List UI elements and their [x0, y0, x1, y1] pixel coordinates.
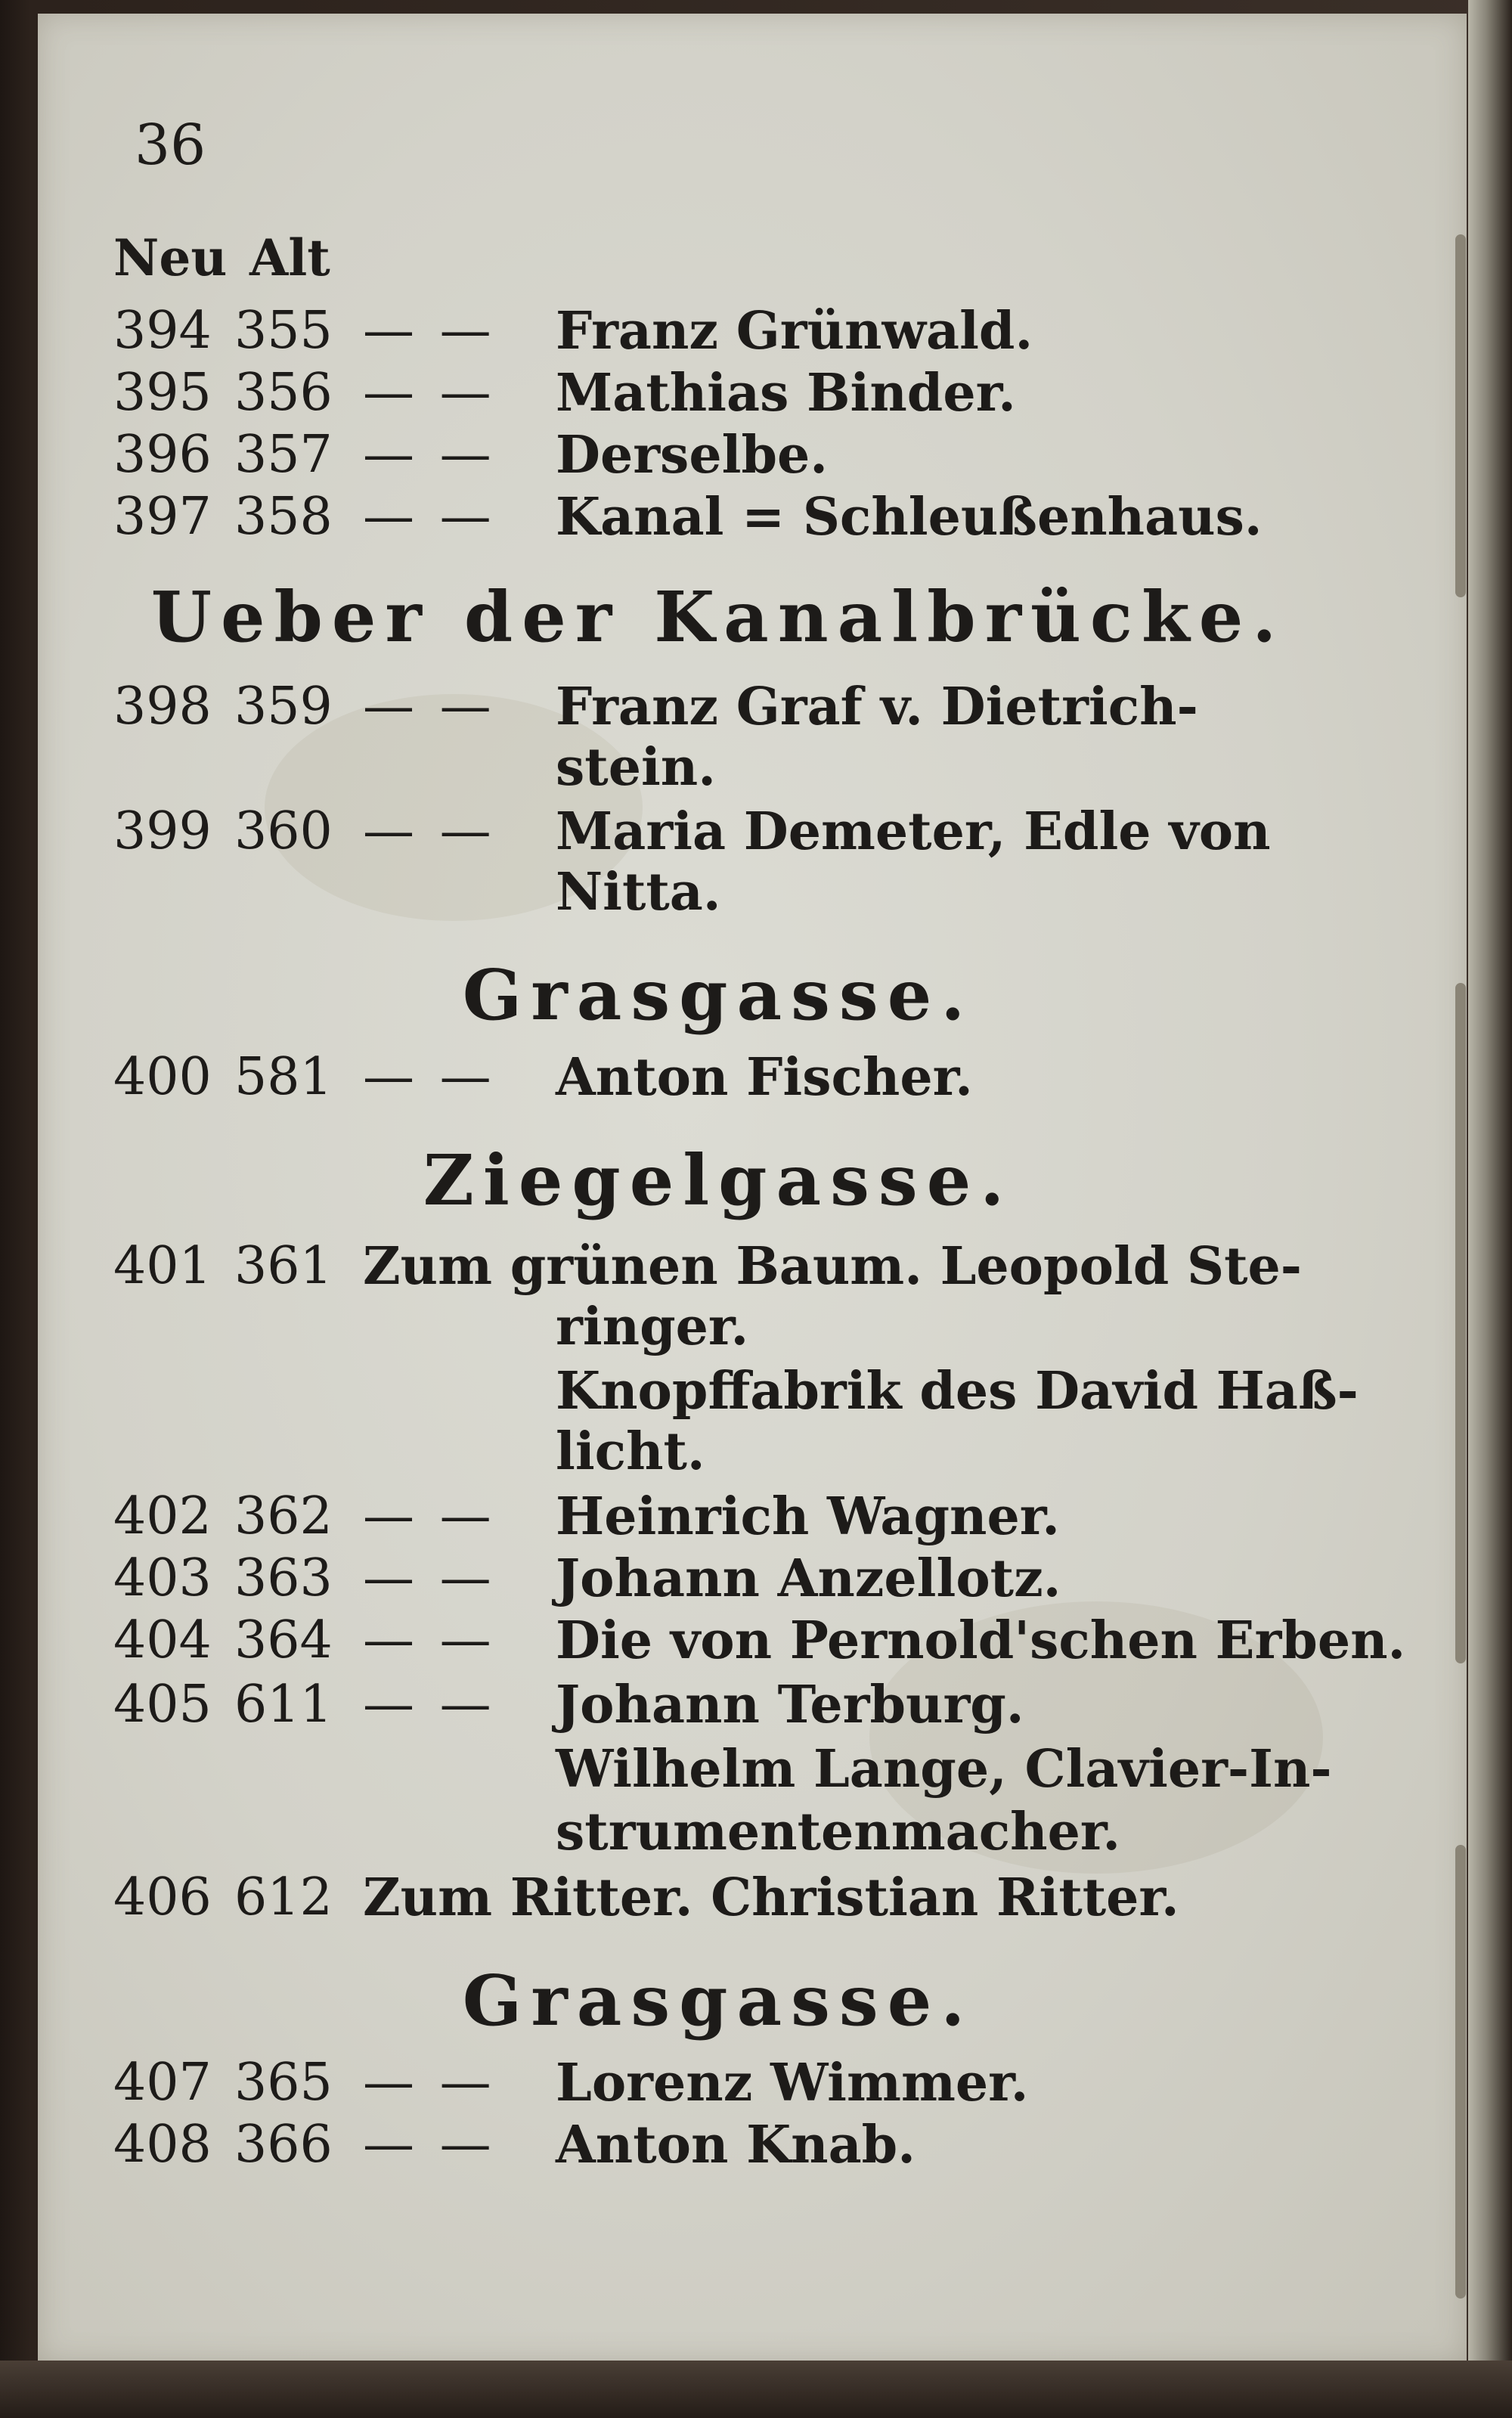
new-number: 406	[113, 1868, 212, 1927]
ditto-dash: — —	[363, 2115, 496, 2175]
new-number: 402	[113, 1486, 212, 1546]
column-header-new: Neu	[113, 228, 228, 287]
house-entry-continuation	[113, 1739, 1353, 1800]
old-number: 362	[234, 1486, 333, 1546]
ditto-dash: — —	[363, 301, 496, 361]
house-entry	[113, 1868, 1353, 1928]
old-number: 612	[234, 1868, 333, 1927]
new-number: 396	[113, 425, 212, 485]
ditto-dash: — —	[363, 1675, 496, 1734]
old-number: 360	[234, 801, 333, 861]
old-number: 611	[234, 1675, 333, 1734]
new-number: 404	[113, 1610, 212, 1670]
house-entry-continuation	[113, 737, 1353, 798]
new-number: 408	[113, 2115, 212, 2175]
additional-occupant: Knopffabrik des David Haß-	[556, 1361, 1359, 1421]
new-number: 401	[113, 1236, 212, 1296]
house-entry	[113, 363, 1353, 423]
house-entry	[113, 1675, 1353, 1735]
owner-name: Anton Knab.	[556, 2115, 916, 2175]
new-number: 400	[113, 1047, 212, 1107]
new-number: 394	[113, 301, 212, 361]
house-entry-continuation	[113, 1361, 1359, 1421]
owner-name: Heinrich Wagner.	[556, 1486, 1060, 1547]
ditto-dash: — —	[363, 1548, 496, 1608]
old-number: 359	[234, 677, 333, 736]
new-number: 398	[113, 677, 212, 736]
old-number: 361	[234, 1236, 333, 1296]
ditto-dash: — —	[363, 801, 496, 861]
old-number: 357	[234, 425, 333, 485]
house-entry-continuation	[113, 1297, 1353, 1357]
house-entry	[113, 1047, 1353, 1108]
owner-name: Mathias Binder.	[556, 363, 1016, 423]
owner-name: Franz Graf v. Dietrich-	[556, 677, 1198, 737]
house-entry	[113, 1236, 1353, 1297]
old-number: 358	[234, 487, 333, 547]
owner-name-continuation: ringer.	[556, 1297, 749, 1357]
additional-occupant: Wilhelm Lange, Clavier-In-	[556, 1739, 1332, 1800]
owner-name-continuation: Nitta.	[556, 862, 721, 922]
house-entry	[113, 801, 1353, 862]
owner-name: Derselbe.	[556, 425, 828, 485]
additional-occupant-continuation: strumentenmacher.	[556, 1802, 1121, 1862]
ditto-dash: — —	[363, 363, 496, 423]
ditto-dash: — —	[363, 425, 496, 485]
owner-name: Lorenz Wimmer.	[556, 2053, 1029, 2113]
house-entry-continuation	[113, 862, 1353, 922]
house-entry	[113, 2053, 1353, 2113]
owner-name: Die von Pernold'schen Erben.	[556, 1610, 1406, 1671]
old-number: 366	[234, 2115, 333, 2175]
section-heading: Grasgasse.	[462, 1960, 974, 2041]
house-entry	[113, 677, 1353, 737]
house-entry	[113, 425, 1353, 485]
house-sign-and-owner: Zum grünen Baum. Leopold Ste-	[363, 1236, 1302, 1297]
old-number: 581	[234, 1047, 333, 1107]
old-number: 364	[234, 1610, 333, 1670]
ditto-dash: — —	[363, 677, 496, 736]
owner-name: Kanal = Schleußenhaus.	[556, 487, 1263, 547]
owner-name: Johann Anzellotz.	[556, 1548, 1061, 1609]
house-entry	[113, 1610, 1406, 1671]
house-entry	[113, 487, 1353, 547]
new-number: 405	[113, 1675, 212, 1734]
new-number: 403	[113, 1548, 212, 1608]
house-entry	[113, 301, 1353, 361]
old-number: 363	[234, 1548, 333, 1608]
owner-name: Johann Terburg.	[556, 1675, 1024, 1735]
new-number: 407	[113, 2053, 212, 2113]
old-number: 355	[234, 301, 333, 361]
owner-name: Anton Fischer.	[556, 1047, 973, 1108]
new-number: 397	[113, 487, 212, 547]
old-number: 365	[234, 2053, 333, 2113]
old-number: 356	[234, 363, 333, 423]
ditto-dash: — —	[363, 1486, 496, 1546]
section-heading: Grasgasse.	[462, 954, 974, 1036]
section-heading: Ziegelgasse.	[423, 1139, 1014, 1221]
ditto-dash: — —	[363, 487, 496, 547]
house-entry	[113, 2115, 1353, 2175]
owner-name: Franz Grünwald.	[556, 301, 1033, 361]
ditto-dash: — —	[363, 1610, 496, 1670]
section-heading: Ueber der Kanalbrücke.	[150, 576, 1286, 658]
house-entry	[113, 1486, 1353, 1547]
owner-name-continuation: stein.	[556, 737, 716, 798]
house-entry-continuation	[113, 1421, 1353, 1482]
page-number: 36	[135, 113, 206, 178]
house-entry-continuation	[113, 1802, 1353, 1862]
column-header-old: Alt	[249, 228, 330, 287]
house-entry	[113, 1548, 1353, 1609]
ditto-dash: — —	[363, 2053, 496, 2113]
new-number: 399	[113, 801, 212, 861]
additional-occupant-continuation: licht.	[556, 1421, 705, 1482]
owner-name: Maria Demeter, Edle von	[556, 801, 1271, 862]
house-sign-and-owner: Zum Ritter. Christian Ritter.	[363, 1868, 1179, 1928]
ditto-dash: — —	[363, 1047, 496, 1107]
new-number: 395	[113, 363, 212, 423]
